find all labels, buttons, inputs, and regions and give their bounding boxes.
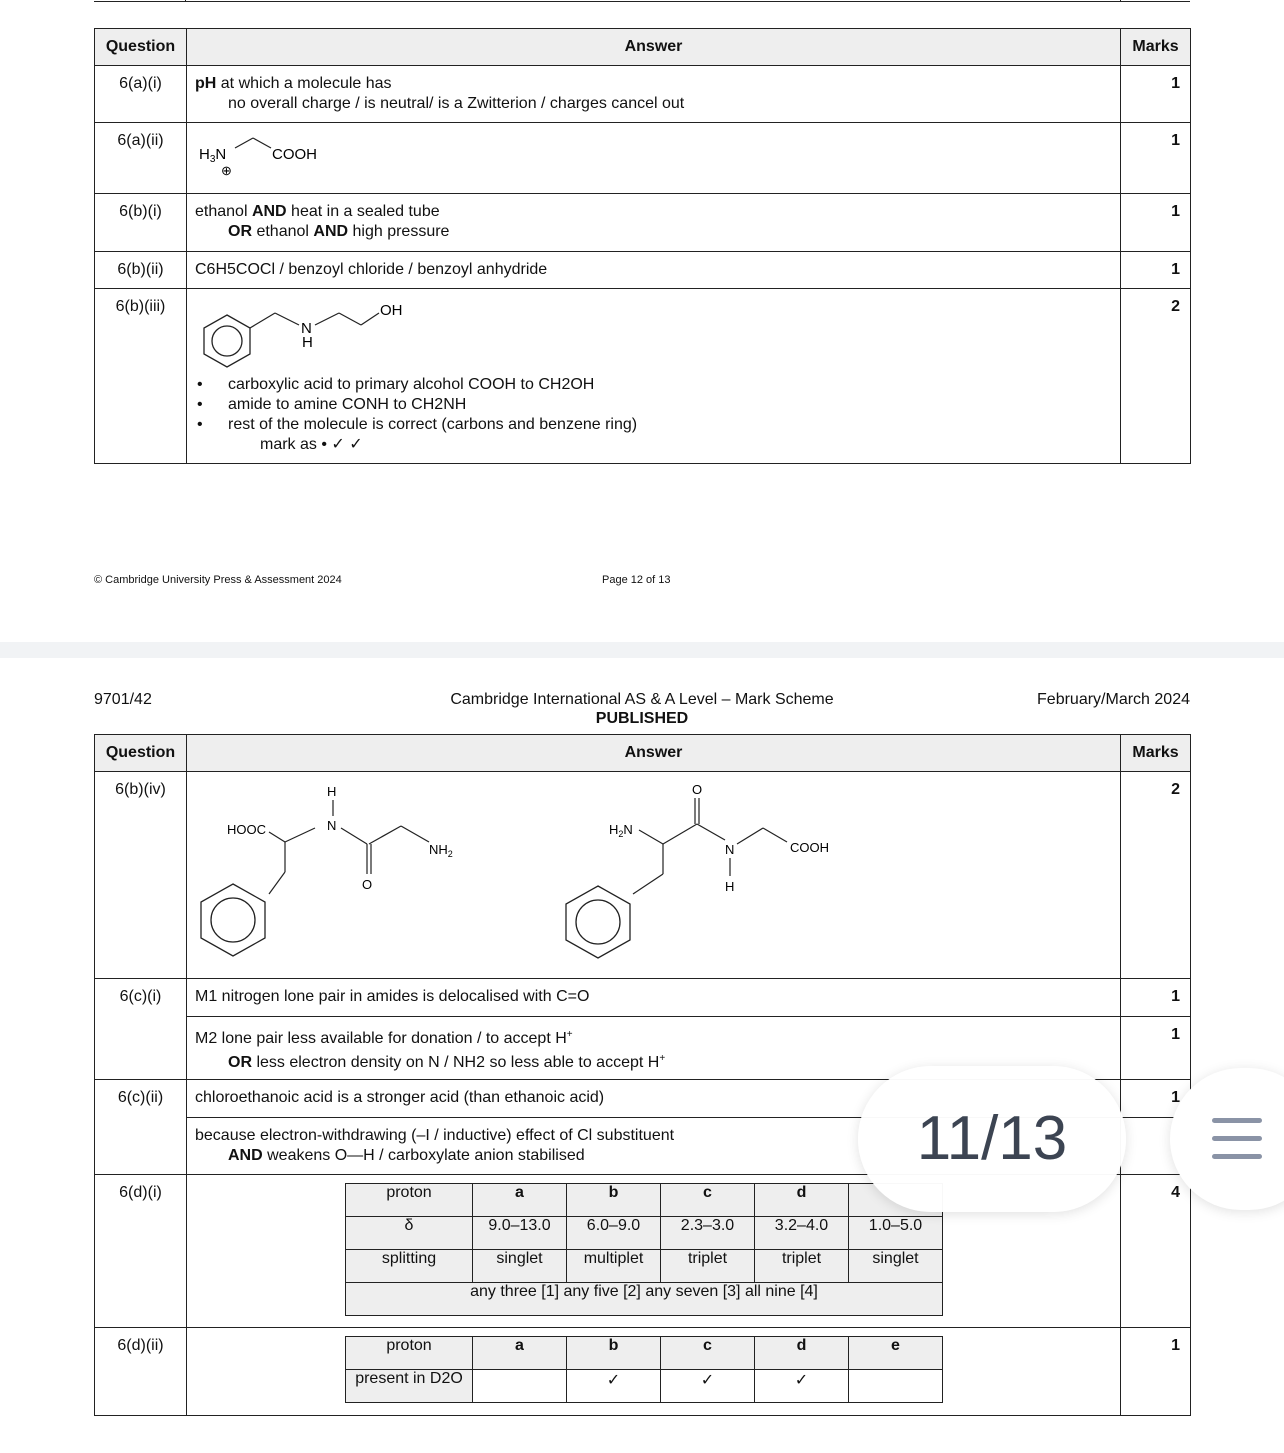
question-number: 6(d)(i) xyxy=(95,1175,187,1328)
table-row xyxy=(95,289,1191,464)
cooh-label: COOH xyxy=(272,146,317,163)
marks-header: Marks xyxy=(1121,29,1191,66)
zwitterion-structure xyxy=(195,131,395,181)
question-number: 6(b)(iv) xyxy=(95,772,187,979)
question-number: 6(c)(i) xyxy=(95,979,187,1080)
question-header: Question xyxy=(95,29,187,66)
scoring-note: any three [1] any five [2] any seven [3] all nine [4] xyxy=(346,1283,943,1316)
question-number: 6(b)(i) xyxy=(95,194,187,252)
answer-text: weakens O—H / carboxylate anion stabilised xyxy=(262,1147,585,1164)
table-cell: 2.3–3.0 xyxy=(661,1217,755,1250)
answer-keyword: OR xyxy=(228,1054,252,1071)
marks-value: 1 xyxy=(1121,252,1191,289)
answer-text: M2 lone pair less available for donation / to accept H xyxy=(195,1030,567,1047)
page-counter: 11/13 xyxy=(858,1066,1126,1212)
answer-header: Answer xyxy=(187,29,1121,66)
h2n-label: $H_2N$ xyxy=(609,822,633,839)
nmr-data-table xyxy=(345,1183,943,1316)
answer-text: M1 nitrogen lone pair in amides is delocalised with C=O xyxy=(195,988,590,1005)
table-cell xyxy=(473,1370,567,1403)
table-row xyxy=(95,123,1191,194)
answer-cell xyxy=(187,66,1121,123)
marks-value: 1 xyxy=(1121,1328,1191,1416)
answer-header: Answer xyxy=(187,735,1121,772)
marks-value: 4 xyxy=(1121,1175,1191,1328)
footer-page-number: Page 12 of 13 xyxy=(602,574,671,586)
answer-text: ethanol xyxy=(195,203,252,220)
table-cell: a xyxy=(473,1184,567,1217)
table-row xyxy=(95,252,1191,289)
table-cell: singlet xyxy=(473,1250,567,1283)
table-cell: e xyxy=(849,1337,943,1370)
question-number: 6(c)(ii) xyxy=(95,1080,187,1175)
dipeptide-structure-2 xyxy=(566,782,829,958)
previous-table-bottom xyxy=(94,0,1190,2)
table-cell: 3.2–4.0 xyxy=(755,1217,849,1250)
question-number: 6(a)(ii) xyxy=(95,123,187,194)
answer-keyword: AND xyxy=(251,203,287,220)
marks-value: 1 xyxy=(1121,1080,1191,1118)
document-title: Cambridge International AS & A Level – Mark Scheme xyxy=(450,691,834,708)
answer-text: no overall charge / is neutral/ is a Zwitterion / charges cancel out xyxy=(228,95,685,112)
exam-session: February/March 2024 xyxy=(1037,691,1190,708)
marks-value: 2 xyxy=(1121,772,1191,979)
answer-text: because electron-withdrawing (–I / inductive) effect of Cl substituent xyxy=(195,1127,675,1144)
marks-value: 1 xyxy=(1121,1017,1191,1080)
positive-charge-label: ⊕ xyxy=(221,163,232,178)
answer-cell: M2 lone pair less available for donation / to accept H+ OR less electron density on N / NH2 so less able to accept H+ xyxy=(187,1017,1121,1080)
amide-n-label: N xyxy=(725,842,735,857)
nh2-label: $NH_2$ xyxy=(429,842,453,859)
table-cell: triplet xyxy=(755,1250,849,1283)
cooh-label: COOH xyxy=(790,840,829,855)
table-row xyxy=(95,772,1191,979)
marks-header: Marks xyxy=(1121,735,1191,772)
mark-scheme-table-page12 xyxy=(94,28,1191,464)
answer-cell xyxy=(187,772,1121,979)
h3n-label: $H_3N$ xyxy=(199,146,227,165)
dipeptide-structure-1 xyxy=(201,784,453,956)
answer-text: less electron density on N / NH2 so less able to accept H xyxy=(252,1054,660,1071)
carbonyl-o-label: O xyxy=(692,782,703,797)
marks-value: 2 xyxy=(1121,289,1191,464)
question-number: 6(d)(ii) xyxy=(95,1328,187,1416)
table-cell: triplet xyxy=(661,1250,755,1283)
table-cell: multiplet xyxy=(567,1250,661,1283)
table-cell: proton xyxy=(346,1184,473,1217)
check-mark: ✓ xyxy=(755,1370,849,1403)
nitrogen-label: N xyxy=(301,320,312,337)
question-number: 6(b)(ii) xyxy=(95,252,187,289)
table-cell xyxy=(849,1370,943,1403)
answer-text: at which a molecule has xyxy=(216,75,392,92)
marks-value: 1 xyxy=(1121,979,1191,1017)
table-cell: δ xyxy=(346,1217,473,1250)
answer-cell xyxy=(187,289,1121,464)
answer-cell xyxy=(187,979,1121,1017)
carbonyl-o-label: O xyxy=(362,877,373,892)
answer-cell xyxy=(187,252,1121,289)
answer-cell xyxy=(187,194,1121,252)
amide-h-label: H xyxy=(327,784,337,799)
page-separator xyxy=(0,642,1284,658)
benzylaminoethanol-structure xyxy=(195,295,435,369)
table-cell: a xyxy=(473,1337,567,1370)
answer-text: ethanol xyxy=(252,223,314,240)
marks-value: 1 xyxy=(1121,194,1191,252)
marks-value: 1 xyxy=(1121,66,1191,123)
answer-keyword: pH xyxy=(195,75,217,92)
question-number: 6(b)(iii) xyxy=(95,289,187,464)
published-label: PUBLISHED xyxy=(595,710,689,727)
bullet-point: • amide to amine CONH to CH2NH xyxy=(228,395,1112,415)
table-cell: proton xyxy=(346,1337,473,1370)
table-cell: 6.0–9.0 xyxy=(567,1217,661,1250)
table-row xyxy=(95,979,1191,1017)
answer-text: heat in a sealed tube xyxy=(286,203,440,220)
table-cell: c xyxy=(661,1337,755,1370)
table-row xyxy=(95,1328,1191,1416)
table-cell: d xyxy=(755,1184,849,1217)
table-cell: singlet xyxy=(849,1250,943,1283)
oh-label: OH xyxy=(380,302,403,319)
bullet-point: • carboxylic acid to primary alcohol COOH to CH2OH xyxy=(228,375,1112,395)
marks-value: 1 xyxy=(1121,123,1191,194)
table-row xyxy=(95,194,1191,252)
footer-copyright: © Cambridge University Press & Assessment 2024 xyxy=(94,574,342,586)
answer-keyword: OR xyxy=(228,223,252,240)
table-cell: 1.0–5.0 xyxy=(849,1217,943,1250)
table-cell: b xyxy=(567,1337,661,1370)
page-13 xyxy=(0,658,1284,1453)
answer-keyword: AND xyxy=(228,1147,263,1164)
amide-h-label: H xyxy=(725,879,735,894)
hydrogen-label: H xyxy=(302,334,313,351)
question-number: 6(a)(i) xyxy=(95,66,187,123)
bullet-point: • rest of the molecule is correct (carbons and benzene ring) xyxy=(228,415,1112,435)
table-row xyxy=(95,66,1191,123)
hooc-label: HOOC xyxy=(227,822,266,837)
table-cell: d xyxy=(755,1337,849,1370)
answer-cell xyxy=(187,123,1121,194)
table-cell: 9.0–13.0 xyxy=(473,1217,567,1250)
dipeptide-structures xyxy=(187,772,887,972)
question-header: Question xyxy=(95,735,187,772)
paper-code: 9701/42 xyxy=(94,691,152,708)
answer-text: high pressure xyxy=(348,223,450,240)
table-cell: splitting xyxy=(346,1250,473,1283)
page-12 xyxy=(0,0,1284,642)
answer-text: C6H5COCl / benzoyl chloride / benzoyl anhydride xyxy=(195,261,548,278)
table-cell: present in D2O xyxy=(346,1370,473,1403)
answer-cell xyxy=(187,1328,1121,1416)
table-cell: b xyxy=(567,1184,661,1217)
d2o-exchange-table xyxy=(345,1336,943,1403)
amide-n-label: N xyxy=(327,818,337,833)
check-mark: ✓ xyxy=(661,1370,755,1403)
answer-text: chloroethanoic acid is a stronger acid (than ethanoic acid) xyxy=(195,1089,605,1106)
check-mark: ✓ xyxy=(567,1370,661,1403)
answer-keyword: AND xyxy=(313,223,349,240)
mark-as-note: mark as • ✓ ✓ xyxy=(260,436,363,453)
table-cell: c xyxy=(661,1184,755,1217)
